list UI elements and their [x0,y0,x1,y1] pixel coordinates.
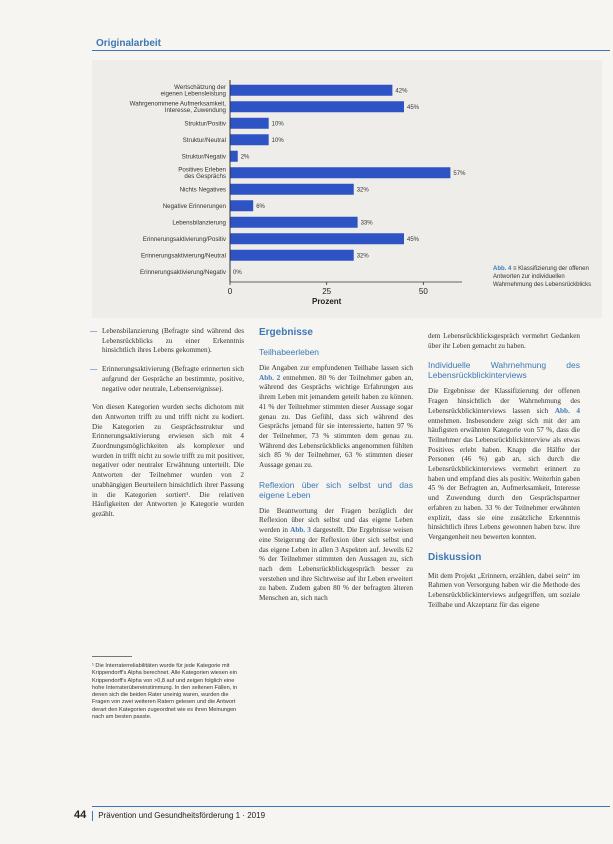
category-label: Struktur/Neutral [182,136,226,144]
column-2 [259,327,413,613]
category-label: Struktur/Positiv [184,120,226,128]
footer-rule [92,806,610,807]
page-number: 44 [74,809,87,821]
value-label: 32% [356,187,369,194]
value-label: 42% [395,88,408,95]
paragraph [259,507,413,604]
footer [74,809,265,821]
x-tick-label: 25 [322,287,332,296]
figure-caption [493,265,593,289]
bar [230,184,354,195]
category-label: Lebensbilanzierung [172,219,226,227]
figure-ref[interactable]: Abb. 3 [290,526,311,535]
section-label: Originalarbeit [96,38,162,49]
value-label: 0% [233,269,242,276]
bar [230,134,269,145]
paragraph [428,387,580,542]
bar [230,118,269,129]
value-label: 2% [240,154,250,161]
category-label: Positives Erleben des Gesprächs [178,166,226,180]
figure-ref[interactable]: Abb. 2 [259,373,281,382]
x-tick-label: 0 [227,287,233,296]
bar [230,200,253,211]
category-label: Nichts Negatives [179,186,226,194]
heading-teilhabe: Teilhabeerleben [259,347,320,357]
value-label: 10% [271,137,284,144]
x-tick-label: 50 [418,287,428,296]
bullet-item: — Lebensbilanzierung (Befragte sind während des Lebensrückblicks zu einer Erkenntnis hinsichtlich ihres Lebens gekommen). [92,327,244,356]
footer-separator [92,811,93,821]
category-label: Negative Erinnerungen [162,202,226,210]
heading-individuell: Individuelle Wahrnehmung des Lebensrückblickinterviews [428,360,580,381]
category-label: Erinnerungsaktivierung/Neutral [141,252,226,260]
caption-text: ≡ Klassifizierung der offenen Antworten zur individuellen Wahrnehmung des Lebensrückblicks [493,266,592,288]
paragraph: dem Lebensrückblicksgespräch vermehrt Gedanken über ihr Leben gemacht zu haben. [428,332,580,350]
bullet-item: — Erinnerungsaktivierung (Befragte erinnerten sich aufgrund der Gespräche an bestimmte, positive, negative oder neutrale, Lebensereignisse). [92,365,244,394]
category-label: Erinnerungsaktivierung/Negativ [140,268,226,276]
heading-diskussion: Diskussion [428,551,482,563]
text-run: Die Beantwortung der Fragen bezüglich der Reflexion über sich selbst und das eigene Leben werden in [259,506,413,535]
category-label: Wertschätzung der eigenen Lebensleistung [160,83,226,98]
bar [230,151,238,162]
paragraph: Von diesen Kategorien wurden sechs dichotom mit den Antworten trifft zu und trifft nicht zu kodiert. Die Kategorien zu Gesprächsstruktur und Erinnerungsaktivierung erwiesen sich mit 4 Zuordnungsmöglichkeiten als komplexer und wurden in trifft nicht zu sowie trifft zu mit positiver, negativer oder neutraler Erwähnung unterteilt. Die Antworten der Teilnehmer wurden von 2 unabhängigen Beurteilern hinsichtlich ihrer Passung in die Kategorien sortiert¹. Die relativen Häufigkeiten der Antworten je Kategorie wurden gezählt. [92,403,244,518]
footnote: ¹ Die Interraterreliabilitäten wurde für jede Kategorie mit Krippendorff's Alpha berechnet. Alle Kategorien wiesen ein Krippendorff's Alpha von >0,8 auf und zeigen folglich eine hohe Interraterübereinstimmung. In den seltenen Fällen, in denen sich die beiden Rater uneinig waren, wurden die Fragen von zwei weiteren Ratern gelesen und die Antwort derart den Kategorien zugeordnet wie es ihren Meinungen nach am besten passte. [92,663,238,721]
value-label: 32% [356,253,369,260]
bar [230,85,392,96]
value-label: 45% [407,104,420,111]
value-label: 45% [407,236,420,243]
category-label: Struktur/Negativ [181,153,226,161]
text-run: entnehmen. Insbesondere zeigt sich mit der am häufigsten erwähnten Kategorie von 57 %, dass die Teilnehmer das Lebensrückblickinterview als etwas Positives erlebt haben. Knapp die Hälfte der Personen (46 %) gab an, sich durch die Lebensrückblickinterviews vermehrt erinnert zu haben und empfand dies als positiv. Weiterhin gaben 45 % der Befragten an, Aufmerksamkeit, Interesse und Zuwendung durch den Gesprächspartner erfahren zu haben. 33 % der Teilnehmer erwähnten explizit, dass sie eine zusätzliche Erkenntnis hinsichtlich ihres Lebens gewonnen haben bzw. ihre Vergangenheit neu bewerten konnten. [428,416,580,541]
heading-results: Ergebnisse [259,327,313,338]
figure-ref[interactable]: Abb. 4 [554,406,580,415]
category-label: Erinnerungsaktivierung/Positiv [142,235,226,243]
footnote-rule [92,656,132,657]
bar [230,233,404,244]
text-run: Die Ergebnisse der Klassifizierung der offenen Fragen hinsichtlich der Wahrnehmung des Lebensrückblickinterviews lassen sich [428,387,580,415]
value-label: 33% [360,220,373,227]
text-run: dargestellt. Die Ergebnisse weisen eine Steigerung der Reflexion über sich selbst und das eigene Leben in allen 3 Aspekten auf. Jeweils 62 % der Teilnehmer stimmten den Aussagen zu, sich nach dem Lebensrückblicksgespräch besser zu verstehen und ihre Sichtweise auf ihr Leben erweitert zu haben. Zudem gaben 80 % der befragten älteren Menschen an, sich nach [259,526,413,603]
value-label: 6% [256,203,265,210]
bar [230,217,358,228]
journal-name: Prävention und Gesundheitsförderung 1 · 2019 [98,811,266,820]
bar [230,101,404,112]
column-3 [428,332,580,619]
text-run: Die Angaben zur empfundenen Teilhabe lassen sich [259,364,413,372]
text-run: entnehmen. 80 % der Teilnehmer gaben an, während des Gesprächs wichtige Erfahrungen aus ihrem Leben mit jemandem geteilt haben zu können. 41 % der Teilnehmer stimmten dieser Aussage sogar genau zu. Das Gefühl, dass sich während des Gesprächs jemand für sie interessierte, hatten 97 % der Teilnehmer, 73 % stimmten dem genau zu. Während des Lebensrückblicks angenommen fühlten sich 85 % der Teilnehmer, 63 % stimmten dieser Aussage genau zu. [259,373,413,470]
value-label: 57% [453,170,466,177]
bar [230,250,354,261]
bar [230,167,450,178]
column-1 [92,327,244,529]
x-axis-title: Prozent [311,297,342,306]
paragraph [259,364,413,471]
value-label: 10% [271,121,284,128]
header-rule [92,50,610,51]
category-label: Wahrgenommene Aufmerksamkeit, Interesse, Zuwendung [129,100,226,114]
heading-reflexion: Reflexion über sich selbst und das eigene Leben [259,479,413,500]
paragraph: Mit dem Projekt „Erinnern, erzählen, dabei sein“ im Rahmen von Versorgung haben wir die Methode des Lebensrückblickinterviews aufgegriffen, um soziale Teilhabe und Akzeptanz für das eigene [428,571,580,609]
caption-ref: Abb. 4 [493,266,512,272]
